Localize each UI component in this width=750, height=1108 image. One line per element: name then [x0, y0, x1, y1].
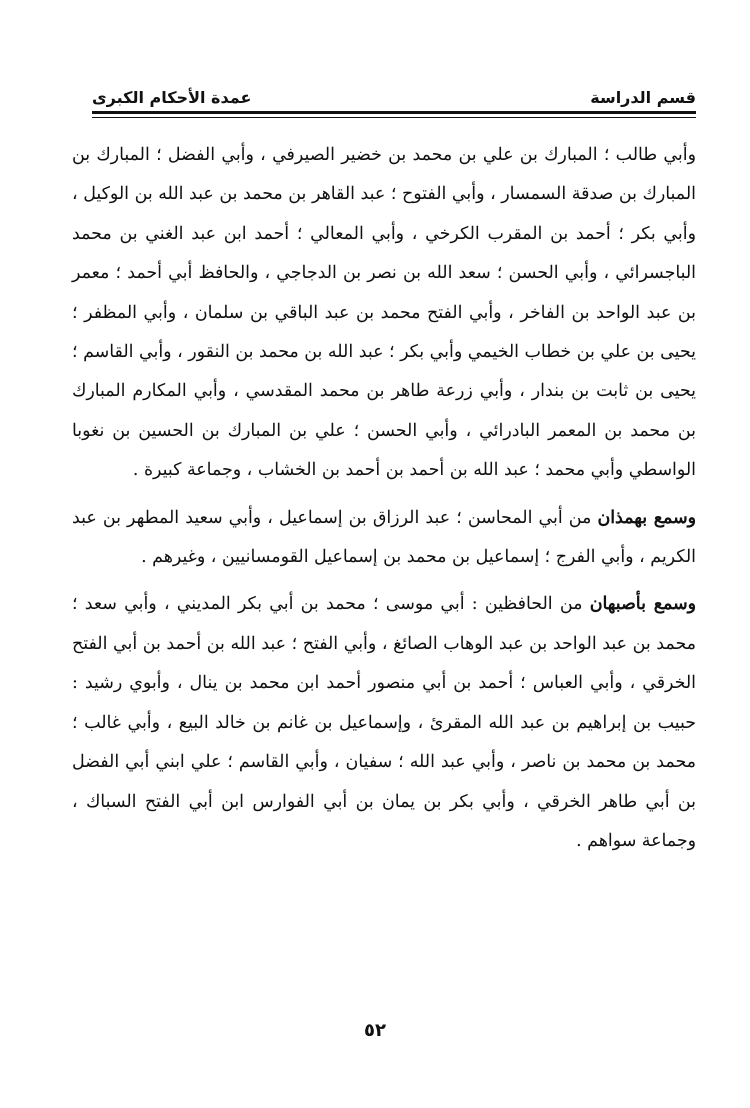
paragraph-text: وأبي طالب ؛ المبارك بن علي بن محمد بن خضير الصيرفي ، وأبي الفضل ؛ المبارك بن المبارك بن صدقة السمسار ، وأبي الفتوح ؛ عبد القاهر بن محمد بن عبد الله بن الوكيل ، وأبي بكر ؛ أحمد بن المقرب الكرخي ، وأبي المعالي ؛ أحمد ابن عبد الغني بن محمد الباجسرائي ، وأبي الحسن ؛ سعد الله بن نصر بن الدجاجي ، والحافظ أبي أحمد ؛ معمر بن عبد الواحد بن الفاخر ، وأبي الفتح محمد بن عبد الباقي بن سلمان ، وأبي المظفر ؛ يحيى بن علي بن خطاب الخيمي وأبي بكر ؛ عبد الله بن محمد بن النقور ، وأبي القاسم ؛ يحيى بن ثابت بن بندار ، وأبي زرعة طاهر بن محمد المقدسي ، وأبي المكارم المبارك بن محمد بن المعمر البادرائي ، وأبي الحسن ؛ علي بن المبارك بن الحسين بن نغوبا الواسطي وأبي محمد ؛ عبد الله بن أحمد بن أحمد بن الخشاب ، وجماعة كبيرة .	[72, 145, 696, 481]
page-body	[72, 136, 696, 869]
paragraph-lead: وسمع بهمذان	[597, 507, 696, 528]
paragraph-text: من أبي المحاسن ؛ عبد الرزاق بن إسماعيل ، وأبي سعيد المطهر بن عبد الكريم ، وأبي الفرج ؛ إسماعيل بن محمد بن إسماعيل القومسانيين ، وغيرهم .	[72, 507, 696, 568]
paragraph-text: من الحافظين : أبي موسى ؛ محمد بن أبي بكر المديني ، وأبي سعد ؛ محمد بن عبد الواحد بن عبد الوهاب الصائغ ، وأبي الفتح ؛ عبد الله بن أحمد بن أبي الفتح الخرقي ، وأبي العباس ؛ أحمد بن أبي منصور أحمد ابن محمد بن ينال ، وأبوي رشيد : حبيب بن إبراهيم بن عبد الله المقرئ ، وإسماعيل بن غانم بن خالد البيع ، وأبي غالب ؛ محمد بن محمد بن ناصر ، وأبي عبد الله ؛ سفيان ، وأبي القاسم ؛ علي ابني أبي الفضل بن أبي طاهر الخرقي ، وأبي بكر بن يمان بن أبي الفوارس ابن أبي الفتح السباك ، وجماعة سواهم .	[72, 594, 696, 851]
running-header	[92, 84, 696, 110]
header-rule-thin	[92, 117, 696, 118]
header-rule	[92, 111, 696, 114]
paragraph-teachers-isfahan	[72, 585, 696, 861]
paragraph-teachers-baghdad	[72, 136, 696, 491]
header-book-title: عمدة الأحكام الكبرى	[92, 87, 252, 107]
paragraph-teachers-hamadan	[72, 499, 696, 578]
header-section-title: قسم الدراسة	[590, 87, 696, 107]
page-number: ٥٢	[364, 1020, 386, 1041]
paragraph-lead: وسمع بأصبهان	[589, 594, 697, 615]
